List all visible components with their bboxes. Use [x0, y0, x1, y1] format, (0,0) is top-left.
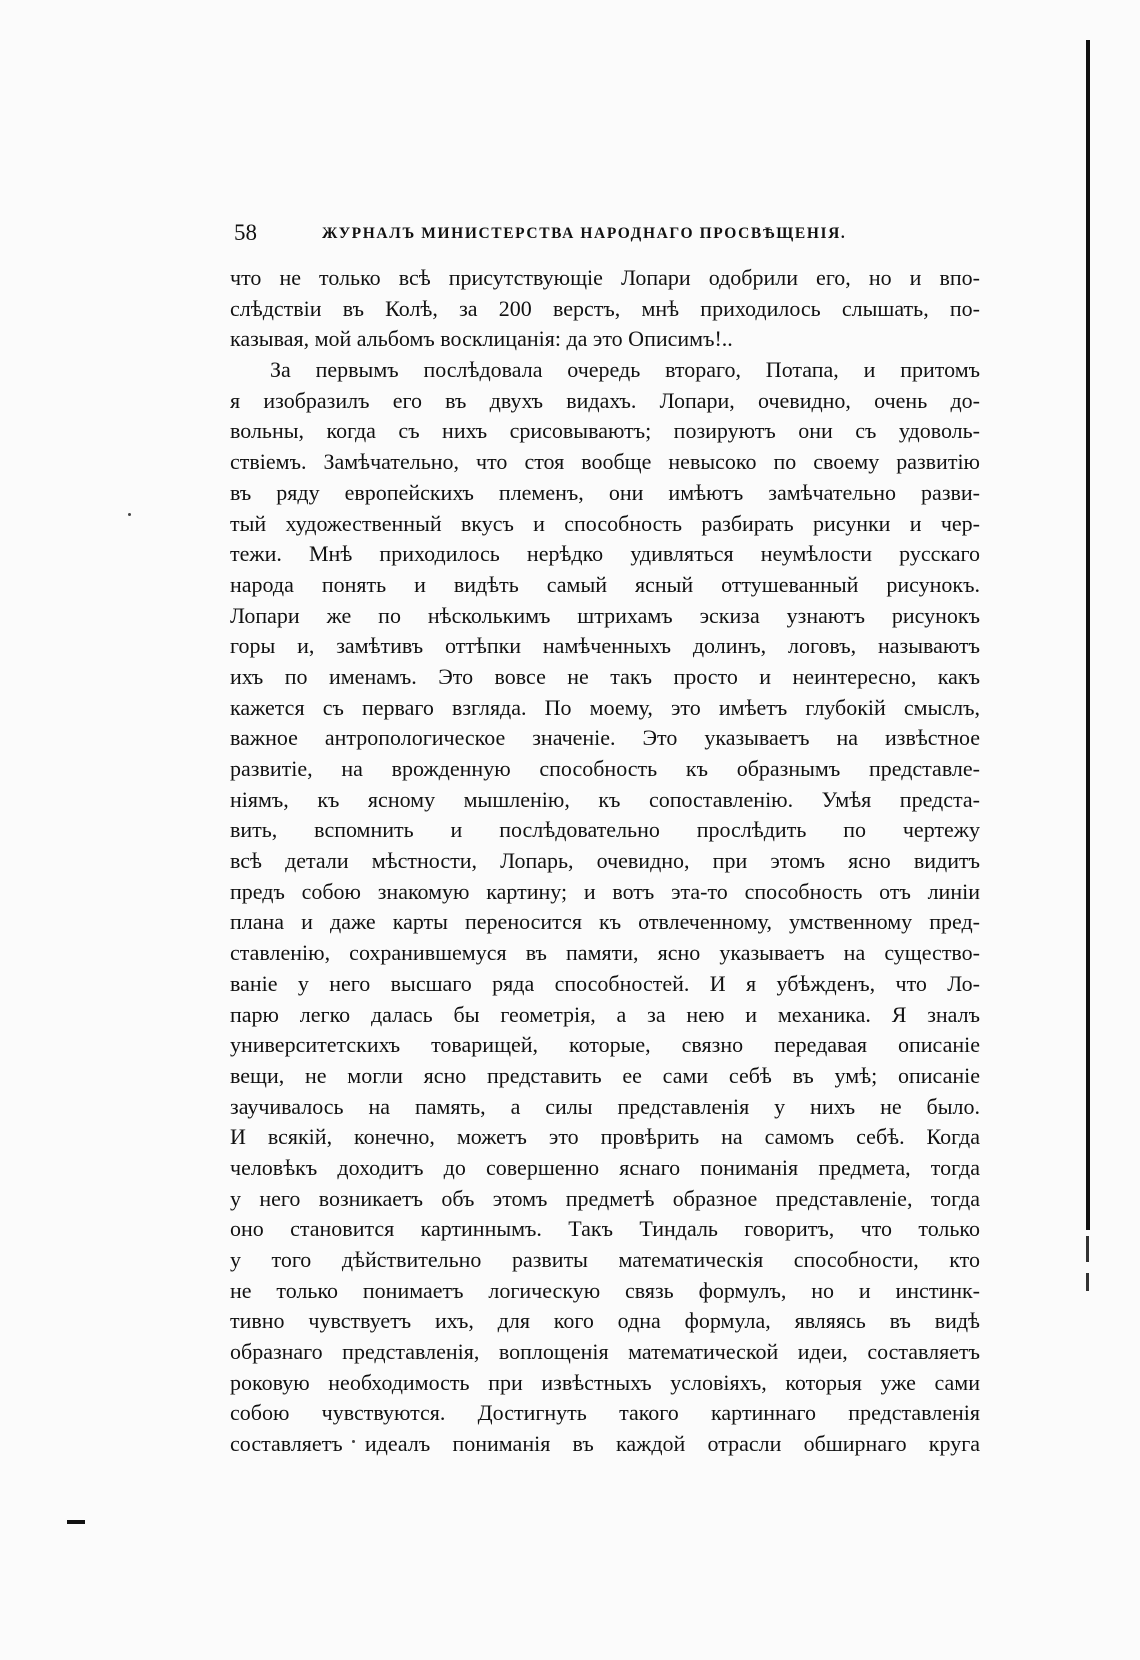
text-line: казывая, мой альбомъ восклицанія: да это Описимъ!.. — [230, 326, 733, 352]
text-line: важное антропологическое значеніе. Это указываетъ на извѣстное — [230, 725, 980, 751]
page-edge-line — [1086, 40, 1090, 1230]
text-line: ихъ по именамъ. Это вовсе не такъ просто и неинтересно, какъ — [230, 663, 980, 689]
text-line: образнаго представленія, воплощенія математической идеи, составляетъ — [230, 1339, 980, 1365]
text-line: народа понять и видѣть самый ясный оттушеванный рисунокъ. — [230, 571, 980, 597]
text-line: За первымъ послѣдовала очередь втораго, Потапа, и притомъ — [270, 357, 980, 383]
text-line: что не только всѣ присутствующіе Лопари одобрили его, но и впо- — [230, 265, 980, 290]
text-line: у него возникаетъ объ этомъ предметѣ образное представленіе, тогда — [230, 1185, 980, 1211]
text-line: у того дѣйствительно развиты математическія способности, кто — [230, 1247, 980, 1272]
text-line: ставленію, сохранившемуся въ памяти, ясно указываетъ на существо- — [230, 940, 980, 966]
text-line: ніямъ, къ ясному мышленію, къ сопоставленію. Умѣя предста- — [230, 786, 980, 812]
page-number: 58 — [234, 220, 257, 245]
text-line: составляетъ идеалъ пониманія въ каждой отрасли обширнаго круга — [230, 1431, 980, 1457]
text-line: всѣ детали мѣстности, Лопарь, очевидно, при этомъ ясно видитъ — [230, 848, 980, 874]
text-line: тежи. Мнѣ приходилось нерѣдко удивляться неумѣлости русскаго — [230, 541, 980, 567]
margin-dash-mark — [67, 1520, 85, 1524]
text-line: собою чувствуются. Достигнуть такого картиннаго представленія — [230, 1400, 980, 1426]
text-line: вещи, не могли ясно представить ее сами себѣ въ умѣ; описаніе — [230, 1062, 980, 1088]
text-line: парю легко далась бы геометрія, а за нею и механика. Я зналъ — [230, 1001, 980, 1027]
text-line: человѣкъ доходитъ до совершенно яснаго пониманія предмета, тогда — [230, 1154, 980, 1180]
text-line: горы и, замѣтивъ оттѣпки намѣченныхъ долинъ, логовъ, называютъ — [230, 633, 980, 659]
text-line: плана и даже карты переносится къ отвлеченному, умственному пред- — [230, 909, 980, 935]
speck-mark — [128, 513, 131, 516]
text-line: слѣдствіи въ Колѣ, за 200 верстъ, мнѣ приходилось слышать, по- — [230, 295, 980, 321]
running-header — [234, 218, 974, 248]
text-line: университетскихъ товарищей, которые, связно передавая описаніе — [230, 1032, 980, 1058]
text-line: я изобразилъ его въ двухъ видахъ. Лопари, очевидно, очень до- — [230, 387, 980, 413]
text-line: роковую необходимость при извѣстныхъ условіяхъ, которыя уже сами — [230, 1369, 980, 1395]
body-text — [230, 263, 980, 1460]
text-line: не только понимаетъ логическую связь формулъ, но и инстинк- — [230, 1277, 980, 1303]
page-edge-mark — [1086, 1236, 1089, 1262]
text-line: ваніе у него высшаго ряда способностей. И я убѣжденъ, что Ло- — [230, 970, 980, 996]
text-line: вить, вспомнить и послѣдовательно прослѣдить по чертежу — [230, 817, 980, 843]
text-line: вольны, когда съ нихъ срисовываютъ; позируютъ они съ удоволь- — [230, 418, 980, 444]
text-line: оно становится картиннымъ. Такъ Тиндаль говоритъ, что только — [230, 1216, 980, 1242]
running-title: ЖУРНАЛЪ МИНИСТЕРСТВА НАРОДНАГО ПРОСВѢЩЕНІЯ. — [322, 225, 847, 242]
text-line: тый художественный вкусъ и способность разбирать рисунки и чер- — [230, 510, 980, 536]
text-line: въ ряду европейскихъ племенъ, они имѣютъ замѣчательно разви- — [230, 479, 980, 505]
text-line: предъ собою знакомую картину; и вотъ эта-то способность отъ линіи — [230, 878, 980, 904]
text-line: заучивалось на память, а силы представленія у нихъ не было. — [230, 1093, 980, 1119]
text-line: кажется съ перваго взгляда. По моему, это имѣетъ глубокій смыслъ, — [230, 694, 980, 720]
page-edge-mark — [1086, 1273, 1089, 1291]
text-line: И всякій, конечно, можетъ это провѣрить на самомъ себѣ. Когда — [230, 1124, 980, 1150]
text-line: Лопари же по нѣсколькимъ штрихамъ эскиза узнаютъ рисунокъ — [230, 602, 980, 628]
text-line: развитіе, на врожденную способность къ образнымъ представле- — [230, 756, 980, 781]
text-line: тивно чувствуетъ ихъ, для кого одна формула, являясь въ видѣ — [230, 1308, 980, 1334]
text-line: ствіемъ. Замѣчательно, что стоя вообще невысоко по своему развитію — [230, 449, 980, 475]
